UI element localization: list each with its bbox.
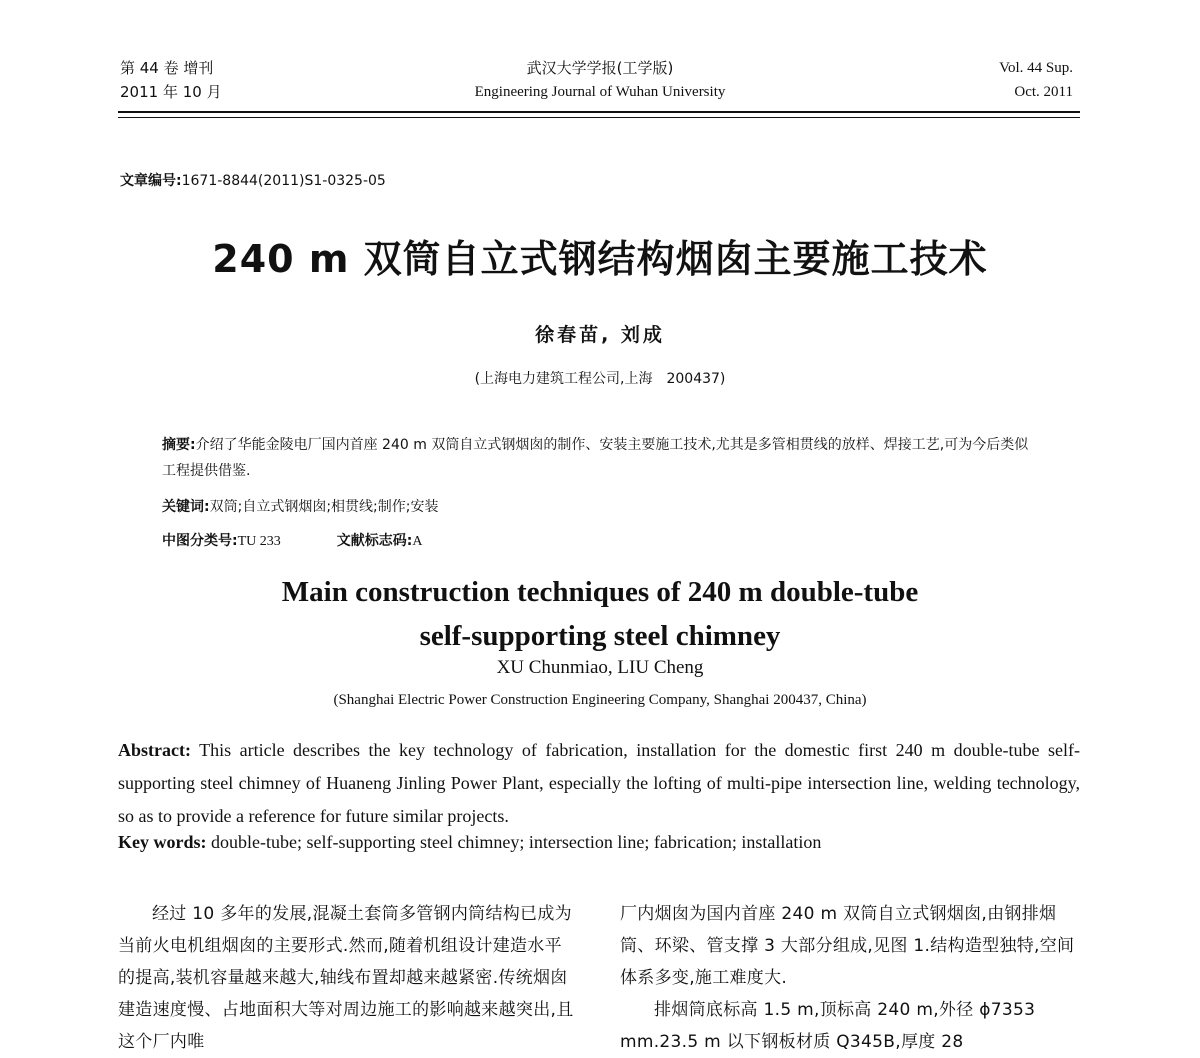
publication-date-cn: 2011 年 10 月 [120,83,222,101]
abstract-cn-label: 摘要: [162,437,196,453]
article-number-label: 文章编号: [120,173,182,189]
clc-value: TU 233 [237,534,281,549]
journal-volume-info [120,56,222,104]
affiliation-cn: (上海电力建筑工程公司,上海 200437) [474,371,726,387]
journal-name-en: Engineering Journal of Wuhan University [474,84,726,100]
volume-issue: 第 44 卷 增刊 [120,59,214,77]
authors-en: XU Chunmiao, LIU Cheng [496,657,704,678]
journal-volume-en [999,56,1073,104]
paper-title-en [0,570,1200,658]
abstract-en-label: Abstract: [118,740,191,760]
article-number [120,170,386,190]
abstract-en [118,734,1080,833]
publication-date-en: Oct. 2011 [1014,84,1073,100]
paper-title-en-line2: self-supporting steel chimney [419,620,781,652]
header-rule-thick [118,111,1080,113]
body-paragraph: 排烟筒底标高 1.5 m,顶标高 240 m,外径 ϕ7353 mm.23.5 m 以下钢板材质 Q345B,厚度 28 [620,1000,1036,1052]
keywords-cn [162,496,438,516]
journal-name [300,56,900,104]
keywords-en-text: double-tube; self-supporting steel chimney; intersection line; fabrication; installation [206,832,822,852]
body-column-left [118,898,578,1058]
paper-title-en-line1: Main construction techniques of 240 m double-tube [281,576,919,608]
paper-title-cn: 240 m 双筒自立式钢结构烟囱主要施工技术 [212,237,988,281]
journal-name-cn: 武汉大学学报(工学版) [526,59,674,77]
body-column-right [620,898,1082,1058]
authors-cn: 徐春苗, 刘成 [535,324,665,346]
article-number-value: 1671-8844(2011)S1-0325-05 [181,173,386,189]
abstract-cn-text: 介绍了华能金陵电厂国内首座 240 m 双筒自立式钢烟囱的制作、安装主要施工技术,尤其是多管相贯线的放样、焊接工艺,可为今后类似工程提供借鉴. [162,437,1029,479]
keywords-en-label: Key words: [118,832,207,852]
body-paragraph: 厂内烟囱为国内首座 240 m 双筒自立式钢烟囱,由钢排烟筒、环梁、管支撑 3 大部分组成,见图 1.结构造型独特,空间体系多变,施工难度大. [620,904,1075,988]
doc-code-value: A [412,534,423,549]
header-rule-thin [118,117,1080,118]
abstract-en-text: This article describes the key technology of fabrication, installation for the domestic first 240 m double-tube self-supporting steel chimney of Huaneng Jinling Power Plant, especially the lofting of multi-pipe intersection line, welding technology, so as to provide a reference for future similar projects. [118,740,1080,826]
body-paragraph: 经过 10 多年的发展,混凝土套筒多管钢内筒结构已成为当前火电机组烟囱的主要形式.然而,随着机组设计建造水平的提高,装机容量越来越大,轴线布置却越来越紧密.传统烟囱建造速度慢、占地面积大等对周边施工的影响越来越突出,且这个厂内唯 [118,904,574,1052]
classification-line [162,530,423,550]
keywords-cn-text: 双筒;自立式钢烟囱;相贯线;制作;安装 [209,499,439,515]
abstract-cn [162,432,1042,484]
keywords-cn-label: 关键词: [162,499,210,515]
affiliation-en: (Shanghai Electric Power Construction Engineering Company, Shanghai 200437, China) [333,692,867,708]
keywords-en [118,832,821,853]
volume-en: Vol. 44 Sup. [999,60,1073,76]
doc-code-label: 文献标志码: [336,533,413,549]
clc-label: 中图分类号: [162,533,238,549]
